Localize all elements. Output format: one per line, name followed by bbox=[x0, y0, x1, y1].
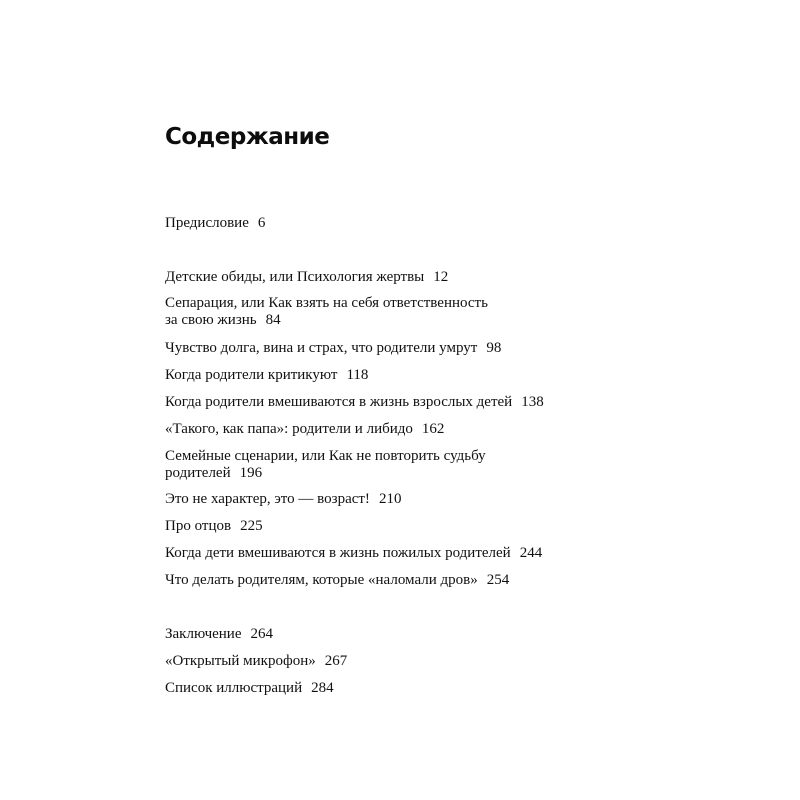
toc-entry-duty-guilt-fear[interactable] bbox=[165, 340, 501, 357]
toc-entry-parents-criticize[interactable] bbox=[165, 367, 368, 384]
entry-page-number: 6 bbox=[257, 215, 266, 231]
entry-title: Предисловие bbox=[165, 215, 249, 231]
entry-title: Заключение bbox=[165, 626, 242, 642]
toc-entry-preface[interactable] bbox=[165, 215, 265, 232]
entry-title: Когда дети вмешиваются в жизнь пожилых родителей bbox=[165, 545, 511, 561]
page-title: Содержание bbox=[165, 124, 330, 150]
entry-title: Когда родители критикуют bbox=[165, 367, 338, 383]
entry-title: Детские обиды, или Психология жертвы bbox=[165, 269, 425, 285]
toc-entry-not-character-age[interactable] bbox=[165, 491, 401, 508]
entry-page-number: 284 bbox=[311, 680, 334, 696]
toc-entry-about-fathers[interactable] bbox=[165, 518, 263, 535]
entry-page-number: 210 bbox=[378, 491, 402, 507]
entry-page-number: 162 bbox=[421, 421, 445, 437]
toc-entry-children-interfere[interactable] bbox=[165, 545, 542, 562]
toc-entry-conclusion[interactable] bbox=[165, 626, 273, 643]
entry-title-continued: за свою жизнь bbox=[165, 312, 257, 328]
toc-entry-open-microphone[interactable] bbox=[165, 653, 347, 670]
entry-page-number: 138 bbox=[521, 394, 544, 410]
toc-entry-like-dad[interactable] bbox=[165, 421, 444, 438]
entry-page-number: 254 bbox=[486, 572, 510, 588]
toc-entry-separation[interactable] bbox=[165, 295, 488, 329]
entry-title: Чувство долга, вина и страх, что родители умрут bbox=[165, 340, 478, 356]
entry-page-number: 264 bbox=[250, 626, 273, 642]
toc-entry-childhood-grievances[interactable] bbox=[165, 269, 448, 286]
toc-entry-what-parents-do[interactable] bbox=[165, 572, 509, 589]
entry-title: Список иллюстраций bbox=[165, 680, 303, 696]
entry-title: Когда родители вмешиваются в жизнь взрослых детей bbox=[165, 394, 513, 410]
entry-page-number: 244 bbox=[519, 545, 543, 561]
entry-title: Сепарация, или Как взять на себя ответственность bbox=[165, 295, 488, 311]
toc-entry-family-scenarios[interactable] bbox=[165, 448, 486, 482]
entry-page-number: 118 bbox=[346, 367, 369, 383]
entry-title-continued: родителей bbox=[165, 465, 231, 481]
entry-title: Семейные сценарии, или Как не повторить судьбу bbox=[165, 448, 486, 464]
entry-title: «Открытый микрофон» bbox=[165, 653, 316, 669]
entry-page-number: 98 bbox=[486, 340, 502, 356]
entry-page-number: 84 bbox=[265, 312, 281, 328]
entry-page-number: 12 bbox=[433, 269, 449, 285]
toc-entry-parents-interfere[interactable] bbox=[165, 394, 544, 411]
toc-entry-list-of-illustrations[interactable] bbox=[165, 680, 334, 697]
entry-title: Про отцов bbox=[165, 518, 232, 534]
entry-page-number: 267 bbox=[324, 653, 348, 669]
entry-page-number: 196 bbox=[239, 465, 263, 481]
entry-page-number: 225 bbox=[240, 518, 263, 534]
entry-title: Что делать родителям, которые «наломали дров» bbox=[165, 572, 478, 588]
entry-title: Это не характер, это — возраст! bbox=[165, 491, 370, 507]
entry-title: «Такого, как папа»: родители и либидо bbox=[165, 421, 413, 437]
